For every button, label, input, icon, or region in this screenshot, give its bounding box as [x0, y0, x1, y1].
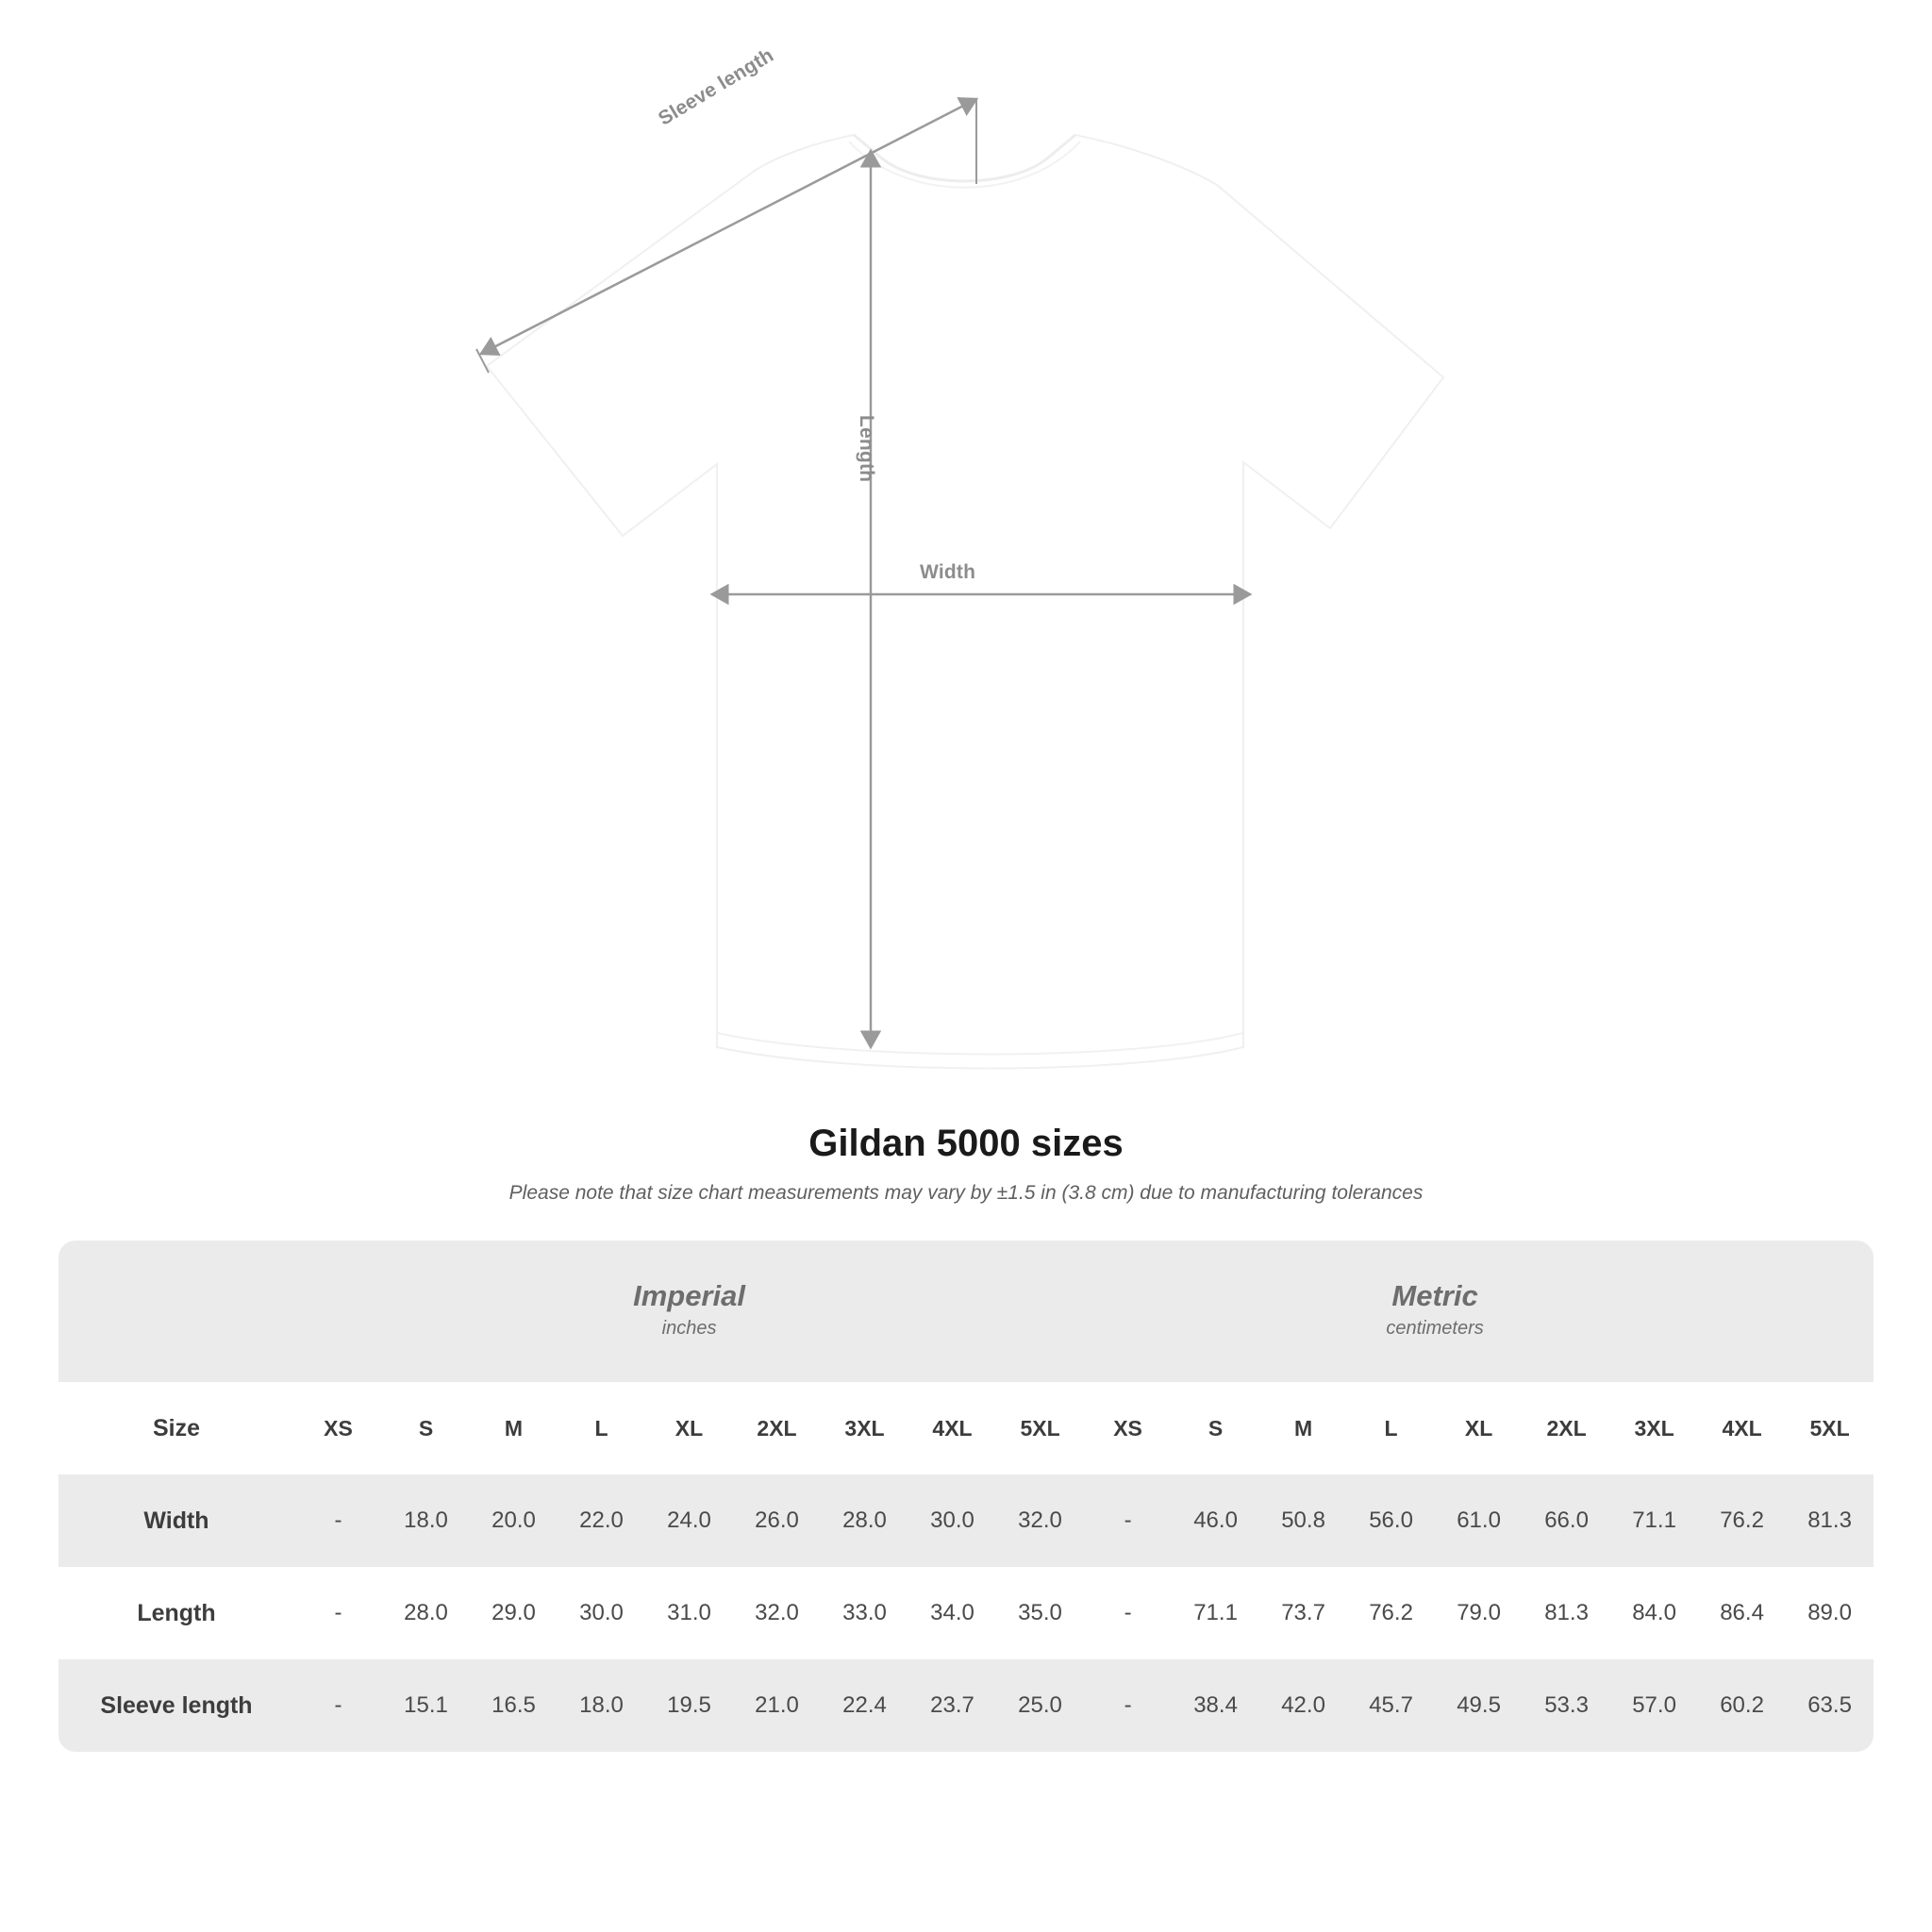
cell-sleeve: - — [294, 1659, 382, 1752]
table-row — [58, 1659, 1874, 1752]
cell-length: 81.3 — [1523, 1567, 1610, 1659]
cell-sleeve: 49.5 — [1435, 1659, 1523, 1752]
cell-length: 89.0 — [1786, 1567, 1874, 1659]
cell-width: 22.0 — [558, 1474, 645, 1567]
cell-sleeve: 15.1 — [382, 1659, 470, 1752]
cell-length: 34.0 — [908, 1567, 996, 1659]
cell-width: 26.0 — [733, 1474, 821, 1567]
cell-length: 35.0 — [996, 1567, 1084, 1659]
cell-sleeve: - — [1084, 1659, 1172, 1752]
cell-sleeve: 16.5 — [470, 1659, 558, 1752]
size-header-cell: 2XL — [1523, 1382, 1610, 1474]
cell-width: 32.0 — [996, 1474, 1084, 1567]
cell-length: - — [1084, 1567, 1172, 1659]
cell-length: 33.0 — [821, 1567, 908, 1659]
size-header-cell: XL — [1435, 1382, 1523, 1474]
cell-length: 86.4 — [1698, 1567, 1786, 1659]
cell-width: 30.0 — [908, 1474, 996, 1567]
row-label-width: Width — [58, 1474, 294, 1567]
cell-length: 31.0 — [645, 1567, 733, 1659]
size-header-cell: 3XL — [1610, 1382, 1698, 1474]
length-label: Length — [856, 415, 877, 483]
size-header-cell: 3XL — [821, 1382, 908, 1474]
width-label: Width — [920, 561, 976, 583]
cell-sleeve: 42.0 — [1259, 1659, 1347, 1752]
cell-length: 76.2 — [1347, 1567, 1435, 1659]
cell-width: 50.8 — [1259, 1474, 1347, 1567]
cell-width: 56.0 — [1347, 1474, 1435, 1567]
cell-length: 73.7 — [1259, 1567, 1347, 1659]
cell-width: 61.0 — [1435, 1474, 1523, 1567]
size-header-cell: S — [1172, 1382, 1259, 1474]
unit-header-row — [58, 1241, 1874, 1382]
size-header-row — [58, 1382, 1874, 1474]
unit-group-metric-name: Metric — [1391, 1279, 1478, 1313]
size-header-cell: 4XL — [1698, 1382, 1786, 1474]
unit-group-imperial-sub: inches — [661, 1317, 717, 1339]
cell-sleeve: 57.0 — [1610, 1659, 1698, 1752]
cell-width: - — [294, 1474, 382, 1567]
title-block — [0, 1123, 1932, 1205]
cell-sleeve: 45.7 — [1347, 1659, 1435, 1752]
row-label-sleeve-length: Sleeve length — [58, 1659, 294, 1752]
size-header-cell: S — [382, 1382, 470, 1474]
cell-length: 84.0 — [1610, 1567, 1698, 1659]
cell-width: 24.0 — [645, 1474, 733, 1567]
cell-length: 79.0 — [1435, 1567, 1523, 1659]
size-header-cell: 5XL — [1786, 1382, 1874, 1474]
cell-width: 20.0 — [470, 1474, 558, 1567]
cell-sleeve: 60.2 — [1698, 1659, 1786, 1752]
tshirt-shape — [487, 135, 1443, 1069]
size-table — [58, 1241, 1874, 1752]
cell-sleeve: 21.0 — [733, 1659, 821, 1752]
cell-sleeve: 38.4 — [1172, 1659, 1259, 1752]
cell-sleeve: 63.5 — [1786, 1659, 1874, 1752]
cell-width: 28.0 — [821, 1474, 908, 1567]
cell-sleeve: 53.3 — [1523, 1659, 1610, 1752]
size-header-cell: L — [558, 1382, 645, 1474]
size-header-cell: XL — [645, 1382, 733, 1474]
cell-length: 28.0 — [382, 1567, 470, 1659]
size-header-cell: 5XL — [996, 1382, 1084, 1474]
unit-group-imperial-name: Imperial — [633, 1279, 745, 1313]
unit-group-metric-sub: centimeters — [1386, 1317, 1484, 1339]
unit-group-metric — [1084, 1241, 1786, 1382]
size-header-cell: 4XL — [908, 1382, 996, 1474]
cell-sleeve: 22.4 — [821, 1659, 908, 1752]
table-row — [58, 1567, 1874, 1659]
cell-sleeve: 19.5 — [645, 1659, 733, 1752]
unit-group-imperial — [294, 1241, 1084, 1382]
cell-width: 46.0 — [1172, 1474, 1259, 1567]
cell-sleeve: 23.7 — [908, 1659, 996, 1752]
cell-length: - — [294, 1567, 382, 1659]
cell-width: 81.3 — [1786, 1474, 1874, 1567]
size-header-cell: 2XL — [733, 1382, 821, 1474]
row-label-length: Length — [58, 1567, 294, 1659]
cell-width: 71.1 — [1610, 1474, 1698, 1567]
size-header-cell: XS — [294, 1382, 382, 1474]
size-header-cell: M — [470, 1382, 558, 1474]
cell-length: 29.0 — [470, 1567, 558, 1659]
size-table-wrapper — [58, 1241, 1874, 1752]
cell-length: 30.0 — [558, 1567, 645, 1659]
cell-length: 32.0 — [733, 1567, 821, 1659]
page-title: Gildan 5000 sizes — [808, 1123, 1124, 1164]
tolerance-note: Please note that size chart measurements may vary by ±1.5 in (3.8 cm) due to manufacturing tolerances — [508, 1182, 1424, 1204]
cell-length: 71.1 — [1172, 1567, 1259, 1659]
size-header-cell: L — [1347, 1382, 1435, 1474]
table-row — [58, 1474, 1874, 1567]
cell-sleeve: 25.0 — [996, 1659, 1084, 1752]
size-header-cell: XS — [1084, 1382, 1172, 1474]
unit-blank-cell-right — [1786, 1241, 1874, 1382]
unit-blank-cell — [58, 1241, 294, 1382]
cell-width: - — [1084, 1474, 1172, 1567]
size-header-label: Size — [58, 1382, 294, 1474]
sleeve-length-label: Sleeve length — [655, 43, 778, 130]
cell-width: 66.0 — [1523, 1474, 1610, 1567]
cell-sleeve: 18.0 — [558, 1659, 645, 1752]
cell-width: 76.2 — [1698, 1474, 1786, 1567]
cell-width: 18.0 — [382, 1474, 470, 1567]
size-header-cell: M — [1259, 1382, 1347, 1474]
